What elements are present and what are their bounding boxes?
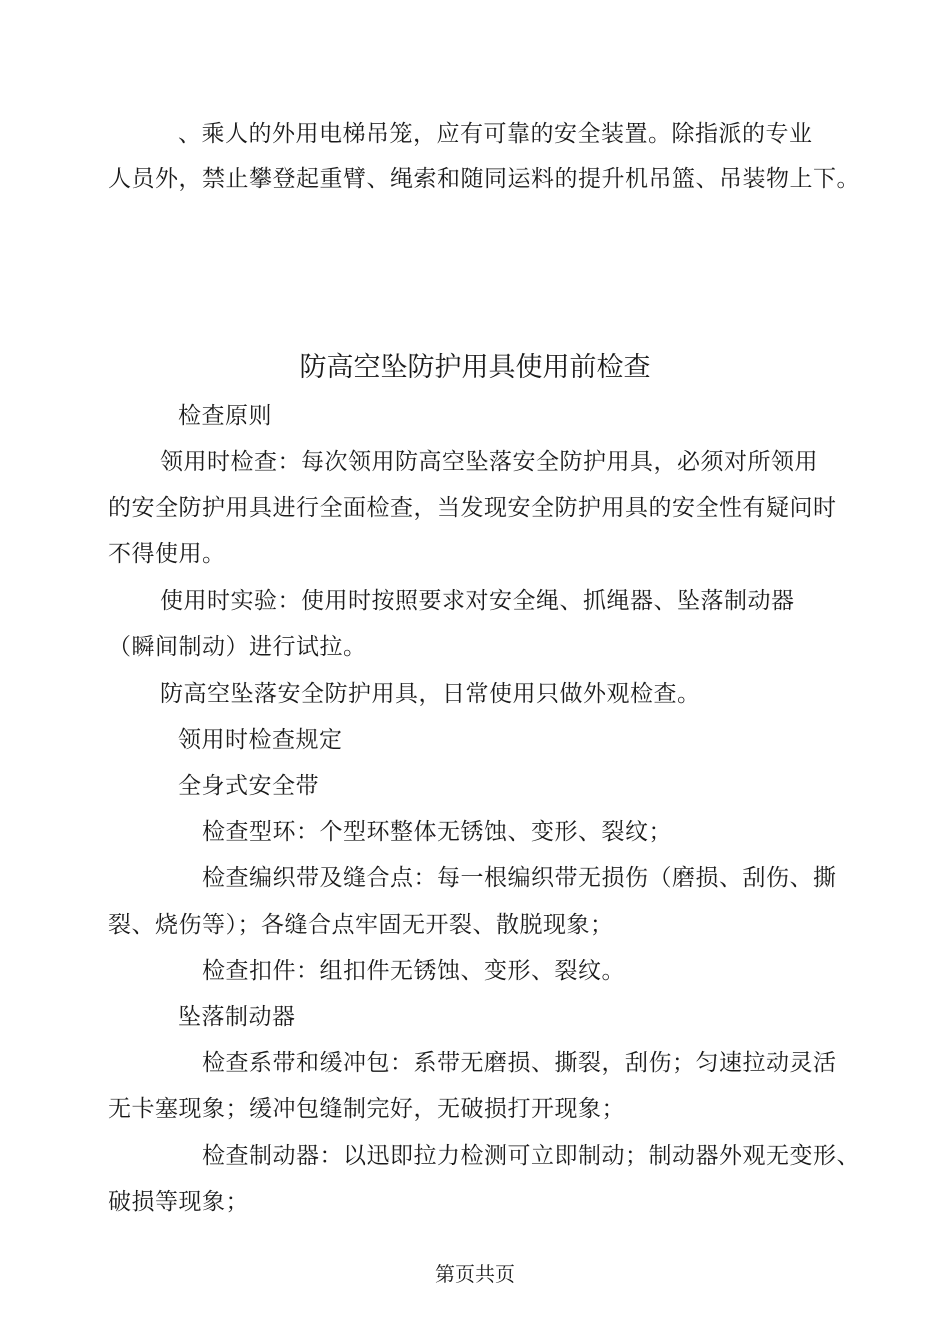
page-footer: 第页共页	[435, 1262, 515, 1286]
pickup-check-line-1: 领用时检查：每次领用防高空坠落安全防护用具，必须对所领用	[160, 449, 818, 475]
pickup-check-line-2: 的安全防护用具进行全面检查，当发现安全防护用具的安全性有疑问时	[108, 495, 837, 521]
harness-ring-line: 检查型环：个型环整体无锈蚀、变形、裂纹；	[202, 819, 672, 845]
intro-line-1: 、乘人的外用电梯吊笼，应有可靠的安全装置。除指派的专业	[178, 121, 813, 147]
arrester-strap-line-2: 无卡塞现象；缓冲包缝制完好，无破损打开现象；	[108, 1096, 625, 1122]
document-title: 防高空坠防护用具使用前检查	[299, 352, 651, 383]
pickup-check-line-3: 不得使用。	[108, 541, 226, 567]
intro-line-2: 人员外，禁止攀登起重臂、绳索和随同运料的提升机吊篮、吊装物上下。	[108, 166, 860, 192]
daily-check-line: 防高空坠落安全防护用具，日常使用只做外观检查。	[160, 681, 701, 707]
harness-webbing-line-2: 裂、烧伤等）；各缝合点牢固无开裂、散脱现象；	[108, 912, 614, 938]
arrester-heading: 坠落制动器	[178, 1004, 296, 1030]
arrester-brake-line-2: 破损等现象；	[108, 1189, 249, 1215]
section-heading-rules: 领用时检查规定	[178, 727, 343, 753]
arrester-strap-line-1: 检查系带和缓冲包：系带无磨损、撕裂，刮伤；匀速拉动灵活	[202, 1050, 837, 1076]
section-heading-principles: 检查原则	[178, 403, 272, 429]
use-test-line-1: 使用时实验：使用时按照要求对安全绳、抓绳器、坠落制动器	[160, 588, 795, 614]
harness-heading: 全身式安全带	[178, 773, 319, 799]
use-test-line-2: （瞬间制动）进行试拉。	[108, 634, 367, 660]
harness-buckle-line: 检查扣件：组扣件无锈蚀、变形、裂纹。	[202, 958, 625, 984]
harness-webbing-line-1: 检查编织带及缝合点：每一根编织带无损伤（磨损、刮伤、撕	[202, 865, 837, 891]
arrester-brake-line-1: 检查制动器：以迅即拉力检测可立即制动；制动器外观无变形、	[202, 1143, 860, 1169]
